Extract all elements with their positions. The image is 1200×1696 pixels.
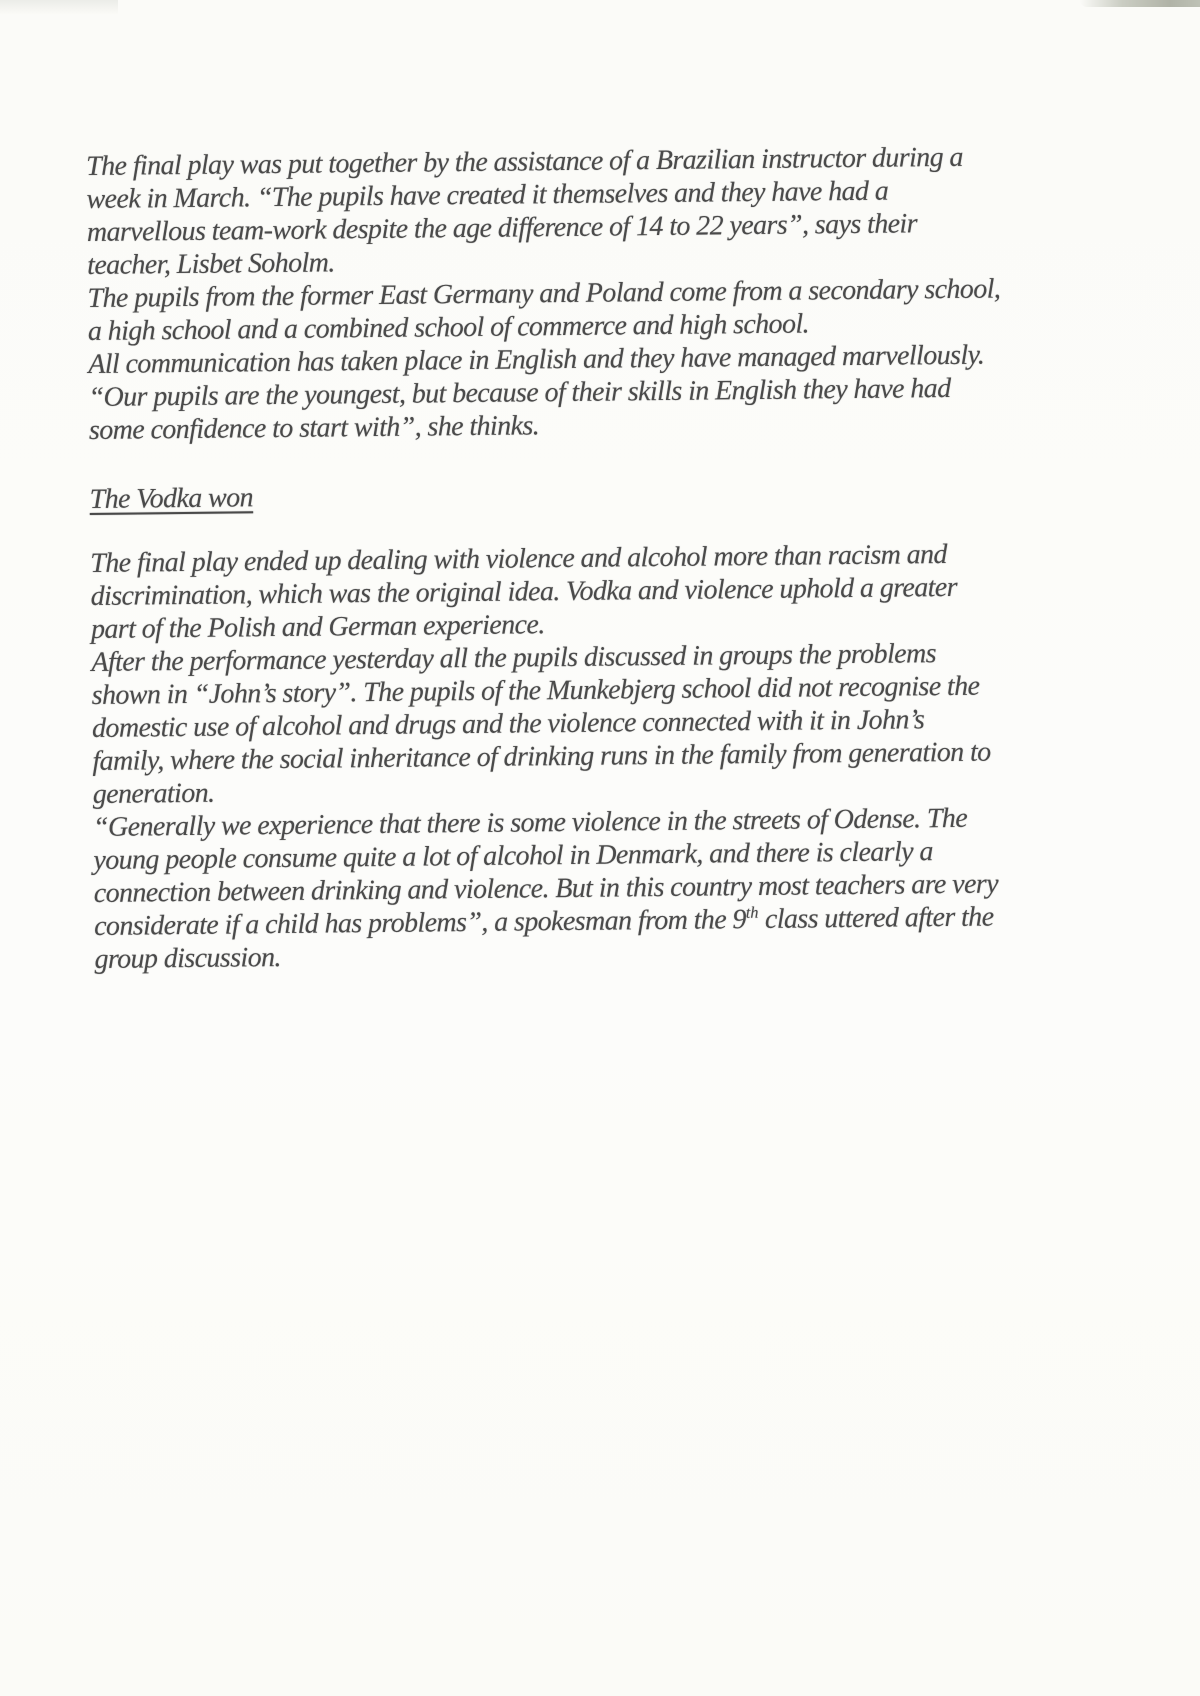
final-paragraph-text: “Generally we experience that there is some violence in the streets of Odense. The young people consume quite a lot of alcohol in Denmark, and there is clearly a connection between drinking and violence. But in this country most teachers are very considerate if a child has problems”, a spokesman from the 9 [92,802,999,942]
body-paragraph-1: The final play ended up dealing with violence and alcohol more than racism and discrimination, which was the original idea. Vodka and violence uphold a greater part of the Polish and German experience. [90,539,958,645]
intro-paragraph-3: All communication has taken place in English and they have managed marvellously. [88,339,985,380]
document-text-block [86,139,1125,976]
body-paragraph-2: After the performance yesterday all the pupils discussed in groups the problems shown in “John’s story”. The pupils of the Munkebjerg school did not recognise the domestic use of alcohol and drugs and the violence connected with it in John’s family, where the social inheritance of drinking runs in the family from generation to generation. [91,638,991,810]
intro-paragraph-1: The final play was put together by the assistance of a Brazilian instructor during a week in March. “The pupils have created it themselves and they have had a marvellous team-work despite the age difference of 14 to 22 years”, says their teacher, Lisbet Soholm. [86,141,963,281]
section-heading: The Vodka won [89,482,254,515]
scan-artifact-top-right [1080,0,1200,7]
body-paragraph-3 [93,800,1125,976]
intro-paragraph-4: “Our pupils are the youngest, but because of their skills in English they have had some confidence to start with”, she thinks. [88,372,951,446]
intro-paragraph-2: The pupils from the former East Germany and Poland come from a secondary school, a high school and a combined school of commerce and high school. [87,273,1001,347]
final-paragraph-tail: class uttered after the group discussion. [94,901,994,975]
ordinal-superscript: th [745,903,759,922]
scan-artifact-top-left [0,0,118,15]
